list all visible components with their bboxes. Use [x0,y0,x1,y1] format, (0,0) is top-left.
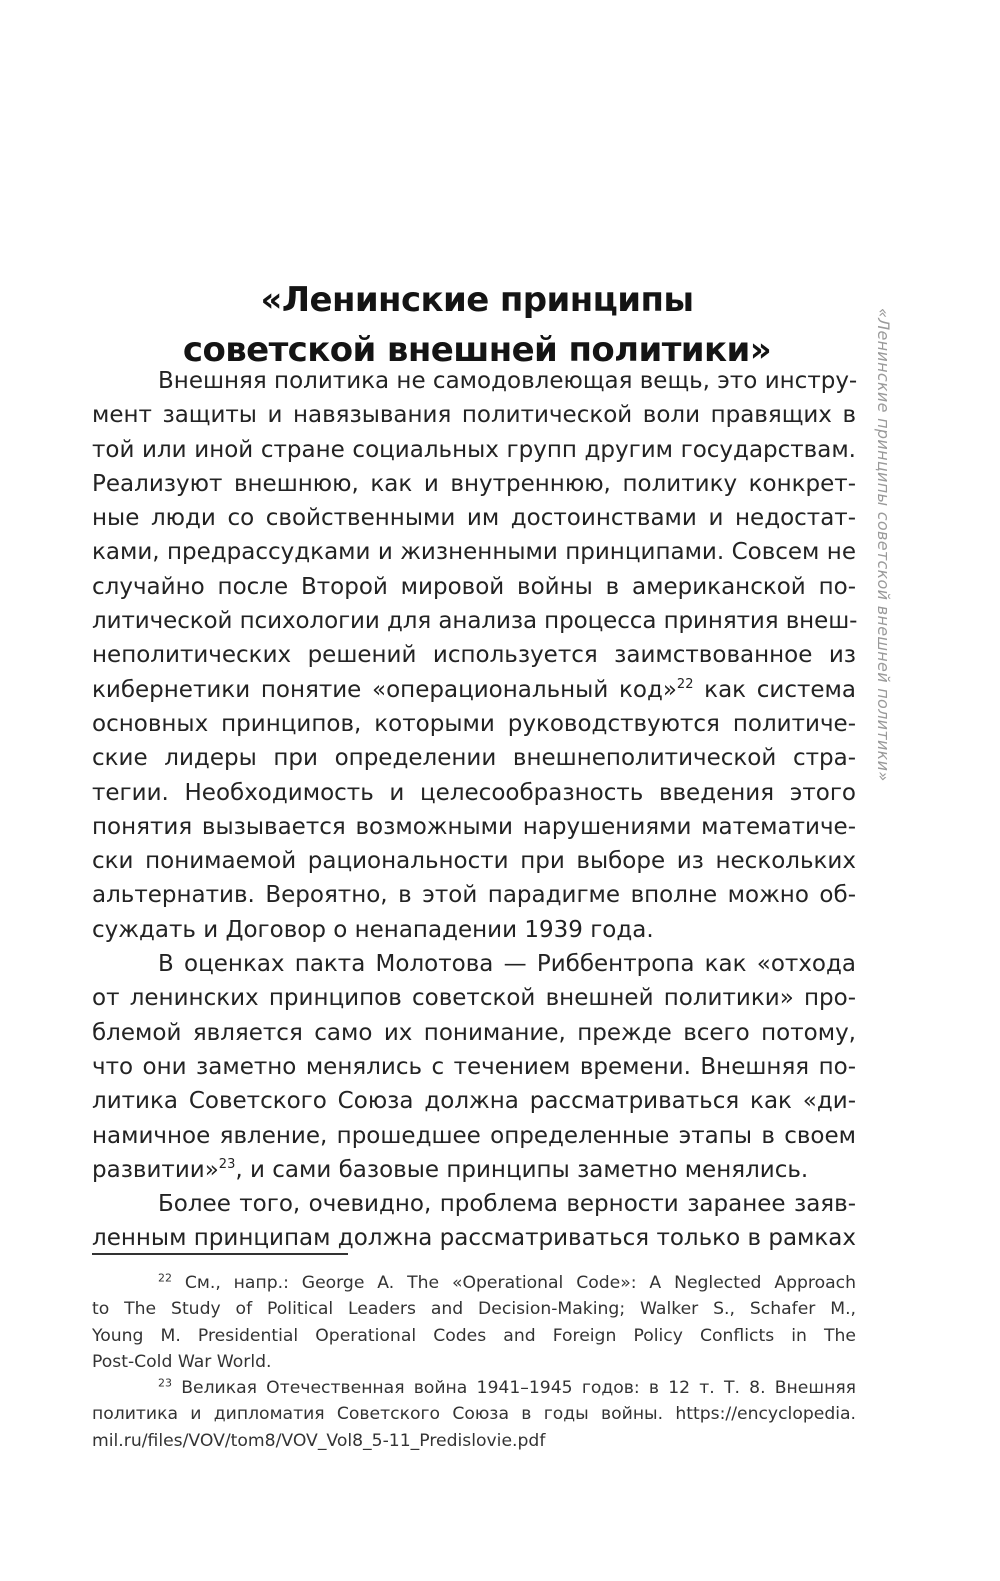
text-segment: Великая Отечественная война 1941–1945 годов: в 12 т. Т. 8. Внешняя [172,1378,856,1399]
text-line: Реализуют внешнюю, как и внутреннюю, политику конкрет- [92,470,856,497]
text-segment: кибернетики понятие «операциональный код» [92,676,677,703]
text-line: литика Советского Союза должна рассматриваться как «ди- [92,1088,856,1115]
footnote-line: Post-Cold War World. [92,1351,272,1372]
text-line: случайно после Второй мировой войны в американской по- [92,573,856,600]
text-line: тегии. Необходимость и целесообразность введения этого [92,779,856,806]
text-line: мент защиты и навязывания политической воли правящих в [92,402,856,429]
text-line: ные люди со свойственными им достоинствами и недостат- [92,505,856,532]
text-line: блемой является само их понимание, прежде всего потому, [92,1019,856,1046]
text-line: суждать и Договор о ненападении 1939 года. [92,916,654,943]
footnote-line: to The Study of Political Leaders and Decision-Making; Walker S., Schafer M., [92,1299,856,1320]
text-segment: См., напр.: George A. The «Operational Code»: A Neglected Approach [172,1273,856,1293]
text-line: что они заметно менялись с течением времени. Внешняя по- [92,1053,856,1080]
text-line: от ленинских принципов советской внешней политики» про- [92,985,856,1012]
footnote-line [92,1270,856,1296]
text-segment: развитии» [92,1156,219,1183]
chapter-title-line-2: советской внешней политики» [182,329,772,370]
text-line: неполитических решений используется заимствованное из [92,642,856,669]
footnote-23 [92,1375,856,1454]
footnote-line: Young M. Presidential Operational Codes and Foreign Policy Conflicts in The [92,1325,856,1346]
text-line: ками, предрассудками и жизненными принципами. Совсем не [92,539,856,566]
footnote-line: политика и дипломатия Советского Союза в годы войны. https://encyclopedia. [92,1404,856,1425]
text-line: ски понимаемой рациональности при выборе из нескольких [92,848,856,875]
text-line: литической психологии для анализа процесса принятия внеш- [92,608,858,635]
text-line: Внешняя политика не самодовлеющая вещь, это инстру- [158,368,858,394]
paragraph-2 [92,947,856,1187]
text-line-with-ref-22 [92,673,856,707]
footnote-link[interactable]: mil.ru/files/VOV/tom8/VOV_Vol8_5-11_Predislovie.pdf [92,1430,546,1451]
text-line-with-ref-23 [92,1153,856,1187]
footnote-ref-23[interactable]: 23 [218,1156,236,1172]
text-segment: как система [693,676,856,703]
footnotes [92,1270,856,1454]
text-line: альтернатив. Вероятно, в этой парадигме вполне можно об- [92,882,856,909]
chapter-title [92,275,862,375]
footnote-separator [92,1253,348,1255]
text-line: намичное явление, прошедшее определенные этапы в своем [92,1122,856,1149]
footnote-marker: 22 [158,1271,172,1285]
text-line: В оценках пакта Молотова — Риббентропа как «отхода [158,951,856,978]
text-line: той или иной стране социальных групп другим государствам. [92,436,856,463]
text-segment: , и сами базовые принципы заметно менялись. [235,1156,809,1183]
body-text [92,364,856,1256]
paragraph-1 [92,364,856,947]
paragraph-3 [92,1187,856,1256]
text-line: ские лидеры при определении внешнеполитической стра- [92,745,856,772]
text-line: основных принципов, которыми руководствуются политиче- [92,710,856,737]
text-line: понятия вызывается возможными нарушениями математиче- [92,813,856,840]
text-line: ленным принципам должна рассматриваться только в рамках [92,1225,856,1252]
chapter-title-line-1: «Ленинские принципы [260,279,694,320]
footnote-line [92,1375,856,1401]
footnote-ref-22[interactable]: 22 [676,676,694,692]
text-line: Более того, очевидно, проблема верности заранее заяв- [158,1191,856,1218]
running-head-text: «Ленинские принципы советской внешней политики» [874,308,893,782]
footnote-marker: 23 [158,1376,172,1390]
footnote-22 [92,1270,856,1375]
